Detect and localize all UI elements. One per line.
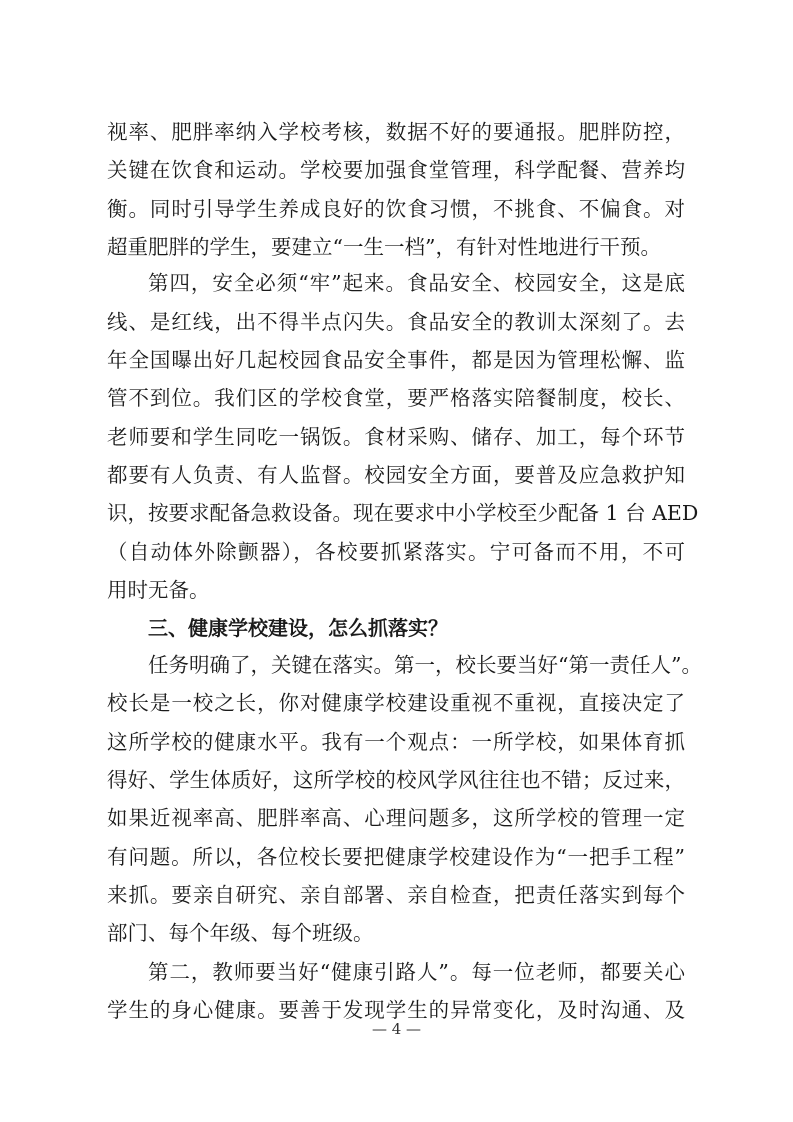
text-line: 管不到位。我们区的学校食堂，要严格落实陪餐制度，校长、	[107, 386, 685, 411]
text-line: 得好、学生体质好，这所学校的校风学风往往也不错；反过来，	[107, 767, 685, 792]
text-line: 学生的身心健康。要善于发现学生的异常变化，及时沟通、及	[107, 998, 685, 1022]
text-line: 这所学校的健康水平。我有一个观点：一所学校，如果体育抓	[107, 729, 685, 754]
text-line: 超重肥胖的学生，要建立“一生一档”，有针对性地进行干预。	[107, 235, 661, 260]
text-line: 线、是红线，出不得半点闪失。食品安全的教训太深刻了。去	[107, 309, 685, 334]
text-line: 部门、每个年级、每个班级。	[107, 921, 374, 946]
text-line: 衡。同时引导学生养成良好的饮食习惯，不挑食、不偏食。对	[107, 196, 685, 221]
text-line: 用时无备。	[107, 578, 210, 603]
text-line: 如果近视率高、肥胖率高、心理问题多，这所学校的管理一定	[107, 806, 685, 831]
text-line: 关键在饮食和运动。学校要加强食堂管理，科学配餐、营养均	[107, 158, 685, 183]
text-line: 老师要和学生同吃一锅饭。食材采购、储存、加工，每个环节	[107, 424, 685, 449]
text-line: 视率、肥胖率纳入学校考核，数据不好的要通报。肥胖防控，	[107, 120, 685, 144]
text-line: 有问题。所以，各位校长要把健康学校建设作为“一把手工程”	[107, 844, 685, 869]
page-number: — 4 —	[371, 1020, 422, 1038]
paragraph-first-line: 第二，教师要当好“健康引路人”。每一位老师，都要关心	[148, 959, 685, 984]
paragraph-first-line: 任务明确了，关键在落实。第一，校长要当好“第一责任人”。	[148, 652, 702, 677]
text-line: （自动体外除颤器），各校要抓紧落实。宁可备而不用，不可	[107, 539, 685, 564]
text-line: 来抓。要亲自研究、亲自部署、亲自检查，把责任落实到每个	[107, 882, 685, 907]
section-heading: 三、健康学校建设，怎么抓落实？	[148, 615, 448, 640]
text-line: 识，按要求配备急救设备。现在要求中小学校至少配备 1 台 AED	[107, 501, 699, 526]
text-line: 都要有人负责、有人监督。校园安全方面，要普及应急救护知	[107, 463, 685, 488]
text-line: 校长是一校之长，你对健康学校建设重视不重视，直接决定了	[107, 691, 685, 716]
text-line: 年全国曝出好几起校园食品安全事件，都是因为管理松懈、监	[107, 348, 685, 373]
paragraph-first-line: 第四，安全必须“牢”起来。食品安全、校园安全，这是底	[148, 271, 685, 296]
